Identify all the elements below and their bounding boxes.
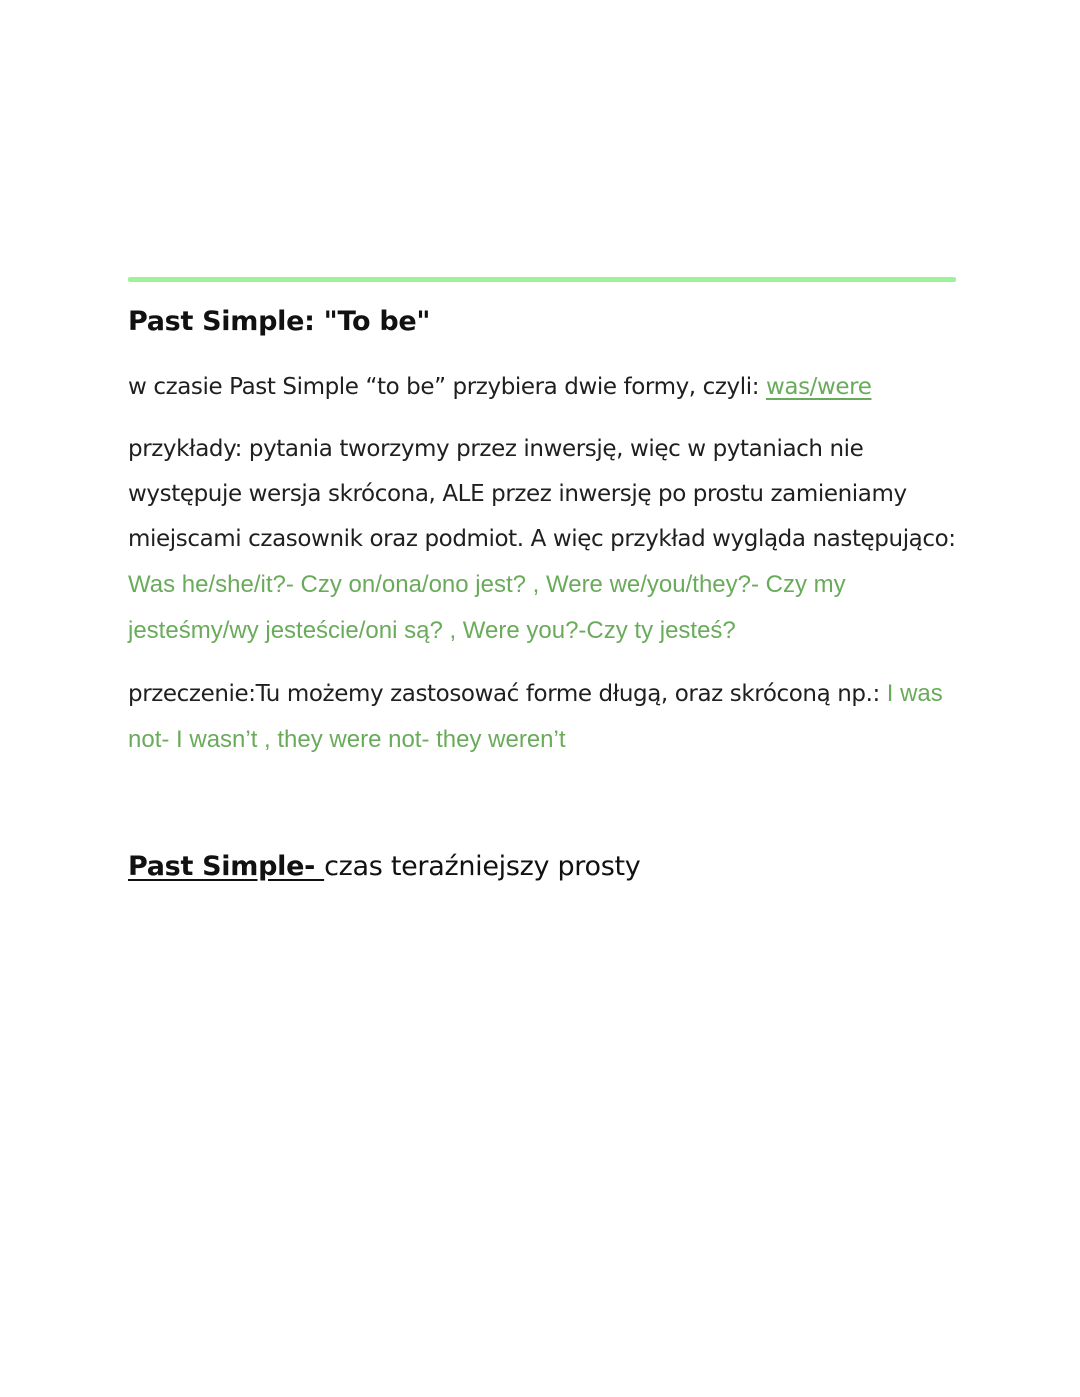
intro-paragraph xyxy=(128,365,958,410)
examples-paragraph xyxy=(128,427,958,654)
section-2-title-bold: Past Simple- xyxy=(128,851,325,882)
negation-text: przeczenie:Tu możemy zastosować forme długą, oraz skróconą np.: xyxy=(128,681,887,707)
section-2-title xyxy=(128,845,958,889)
intro-text: w czasie Past Simple “to be” przybiera dwie formy, czyli: xyxy=(128,374,766,400)
examples-highlight: Was he/she/it?- Czy on/ona/ono jest? , Were we/you/they?- Czy my jesteśmy/wy jesteście/oni są? , Were you?-Czy ty jesteś? xyxy=(128,571,846,644)
negation-highlight: I was not- I wasn’t , they were not- they weren’t xyxy=(128,680,943,753)
section-title: Past Simple: "To be" xyxy=(128,306,431,337)
was-were-link[interactable]: was/were xyxy=(765,374,872,400)
document-body xyxy=(128,300,958,889)
horizontal-rule xyxy=(128,277,956,282)
section-2-title-rest: czas teraźniejszy prosty xyxy=(324,851,641,882)
negation-paragraph xyxy=(128,671,958,763)
examples-text: przykłady: pytania tworzymy przez inwersję, więc w pytaniach nie występuje wersja skrócona, ALE przez inwersję po prostu zamieniamy miejscami czasownik oraz podmiot. A więc przykład wygląda następująco: xyxy=(128,436,956,552)
